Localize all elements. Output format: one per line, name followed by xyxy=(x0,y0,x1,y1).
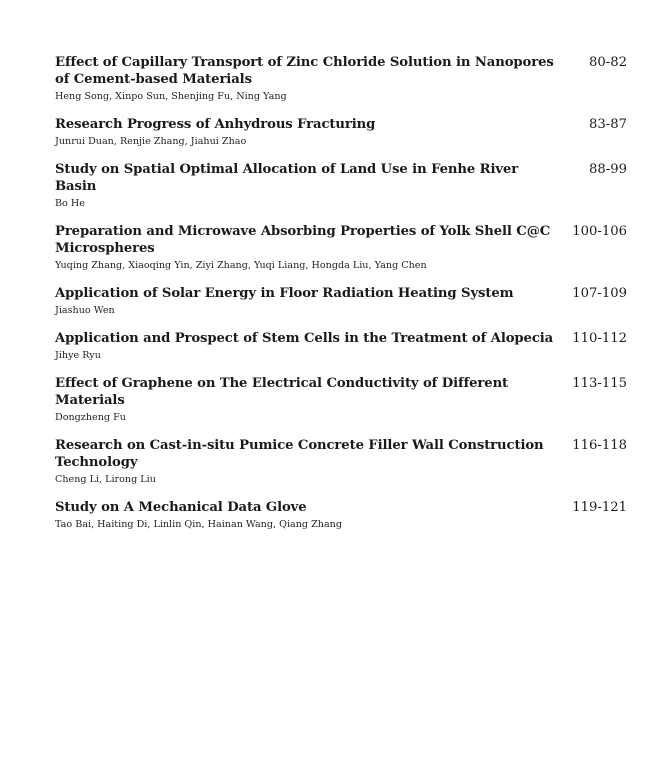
page-range: 100-106 xyxy=(572,224,627,239)
article-title: Study on A Mechanical Data Glove xyxy=(55,500,307,515)
article-title: Effect of Graphene on The Electrical Conductivity of Different Materials xyxy=(55,376,509,408)
toc-entry xyxy=(55,161,630,210)
article-authors: Heng Song, Xinpo Sun, Shenjing Fu, Ning Yang xyxy=(55,91,287,102)
toc-entry xyxy=(55,330,630,362)
page-range: 119-121 xyxy=(572,500,627,515)
toc-entry xyxy=(55,375,630,424)
article-authors: Bo He xyxy=(55,198,85,209)
toc-entry xyxy=(55,499,630,531)
toc-entry xyxy=(55,116,630,148)
page-range: 110-112 xyxy=(572,331,627,346)
article-authors: Yuqing Zhang, Xiaoqing Yin, Ziyi Zhang, Yuqi Liang, Hongda Liu, Yang Chen xyxy=(55,260,427,271)
article-authors: Tao Bai, Haiting Di, Linlin Qin, Hainan Wang, Qiang Zhang xyxy=(55,519,342,530)
article-title: Research on Cast-in-situ Pumice Concrete Filler Wall Construction Technology xyxy=(55,438,544,470)
article-title: Effect of Capillary Transport of Zinc Chloride Solution in Nanopores of Cement-based Materials xyxy=(55,55,554,87)
article-title: Application and Prospect of Stem Cells in the Treatment of Alopecia xyxy=(55,331,554,346)
article-title: Study on Spatial Optimal Allocation of Land Use in Fenhe River Basin xyxy=(55,162,519,194)
toc-entry xyxy=(55,54,630,103)
article-title: Preparation and Microwave Absorbing Properties of Yolk Shell C@C Microspheres xyxy=(55,224,551,256)
page-range: 88-99 xyxy=(588,162,627,177)
article-title: Research Progress of Anhydrous Fracturing xyxy=(55,117,376,132)
article-authors: Jiashuo Wen xyxy=(55,305,115,316)
table-of-contents xyxy=(55,54,630,544)
page-range: 80-82 xyxy=(588,55,627,70)
page-range: 116-118 xyxy=(572,438,627,453)
article-title: Application of Solar Energy in Floor Radiation Heating System xyxy=(55,286,514,301)
article-authors: Dongzheng Fu xyxy=(55,412,126,423)
toc-entry xyxy=(55,285,630,317)
toc-entry xyxy=(55,437,630,486)
article-authors: Jihye Ryu xyxy=(55,350,101,361)
page-range: 113-115 xyxy=(572,376,627,391)
page-range: 107-109 xyxy=(572,286,627,301)
toc-entry xyxy=(55,223,630,272)
article-authors: Junrui Duan, Renjie Zhang, Jiahui Zhao xyxy=(55,136,247,147)
article-authors: Cheng Li, Lirong Liu xyxy=(55,474,156,485)
page-range: 83-87 xyxy=(588,117,627,132)
